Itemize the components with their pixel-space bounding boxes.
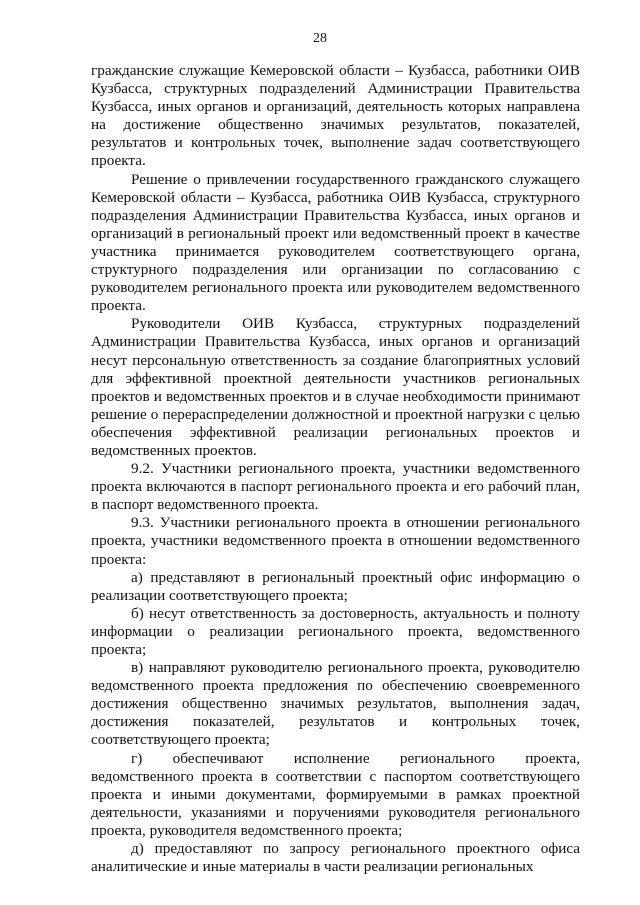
paragraph: гражданские служащие Кемеровской области – Кузбасса, работники ОИВ Кузбасса, структурных подразделений Администрации Правительства Кузбасса, иных органов и организаций, деятельность которых направлена на достижение общественно значимых результатов, показателей, результатов и контрольных точек, выполнение задач соответствующего проекта. — [91, 62, 580, 170]
page-number: 28 — [313, 31, 327, 46]
paragraph: 9.2. Участники регионального проекта, участники ведомственного проекта включаются в паспорт регионального проекта и его рабочий план, в паспорт ведомственного проекта. — [91, 460, 580, 514]
paragraph: Решение о привлечении государственного гражданского служащего Кемеровской области – Кузбасса, работника ОИВ Кузбасса, структурного подразделения Администрации Правительства Кузбасса, иных органов и организаций в региональный проект или ведомственный проект в качестве участника принимается руководителем соответствующего органа, структурного подразделения или организации по согласованию с руководителем регионального проекта или руководителем ведомственного проекта. — [91, 170, 580, 315]
list-item: б) несут ответственность за достоверность, актуальность и полноту информации о реализации регионального проекта, ведомственного проекта; — [91, 604, 580, 658]
list-item: в) направляют руководителю регионального проекта, руководителю ведомственного проекта предложения по обеспечению своевременного достижения общественно значимых результатов, выполнения задач, достижения показателей, результатов и контрольных точек, соответствующего проекта; — [91, 659, 580, 749]
list-item: д) предоставляют по запросу регионального проектного офиса аналитические и иные материалы в части реализации региональных — [91, 840, 580, 876]
paragraph: Руководители ОИВ Кузбасса, структурных подразделений Администрации Правительства Кузбасса, иных органов и организаций несут персональную ответственность за создание благоприятных условий для эффективной проектной деятельности участников региональных проектов и ведомственных проектов и в случае необходимости принимают решение о перераспределении должностной и проектной нагрузки с целью обеспечения эффективной реализации региональных проектов и ведомственных проектов. — [91, 315, 580, 459]
list-item: г) обеспечивают исполнение регионального проекта, ведомственного проекта в соответствии с паспортом соответствующего проекта и иными документами, формируемыми в рамках проектной деятельности, указаниями и поручениями руководителя регионального проекта, руководителя ведомственного проекта; — [91, 749, 580, 839]
paragraph: 9.3. Участники регионального проекта в отношении регионального проекта, участники ведомственного проекта в отношении ведомственного проекта: — [91, 514, 580, 568]
document-body — [91, 62, 580, 876]
list-item: а) представляют в региональный проектный офис информацию о реализации соответствующего проекта; — [91, 568, 580, 604]
